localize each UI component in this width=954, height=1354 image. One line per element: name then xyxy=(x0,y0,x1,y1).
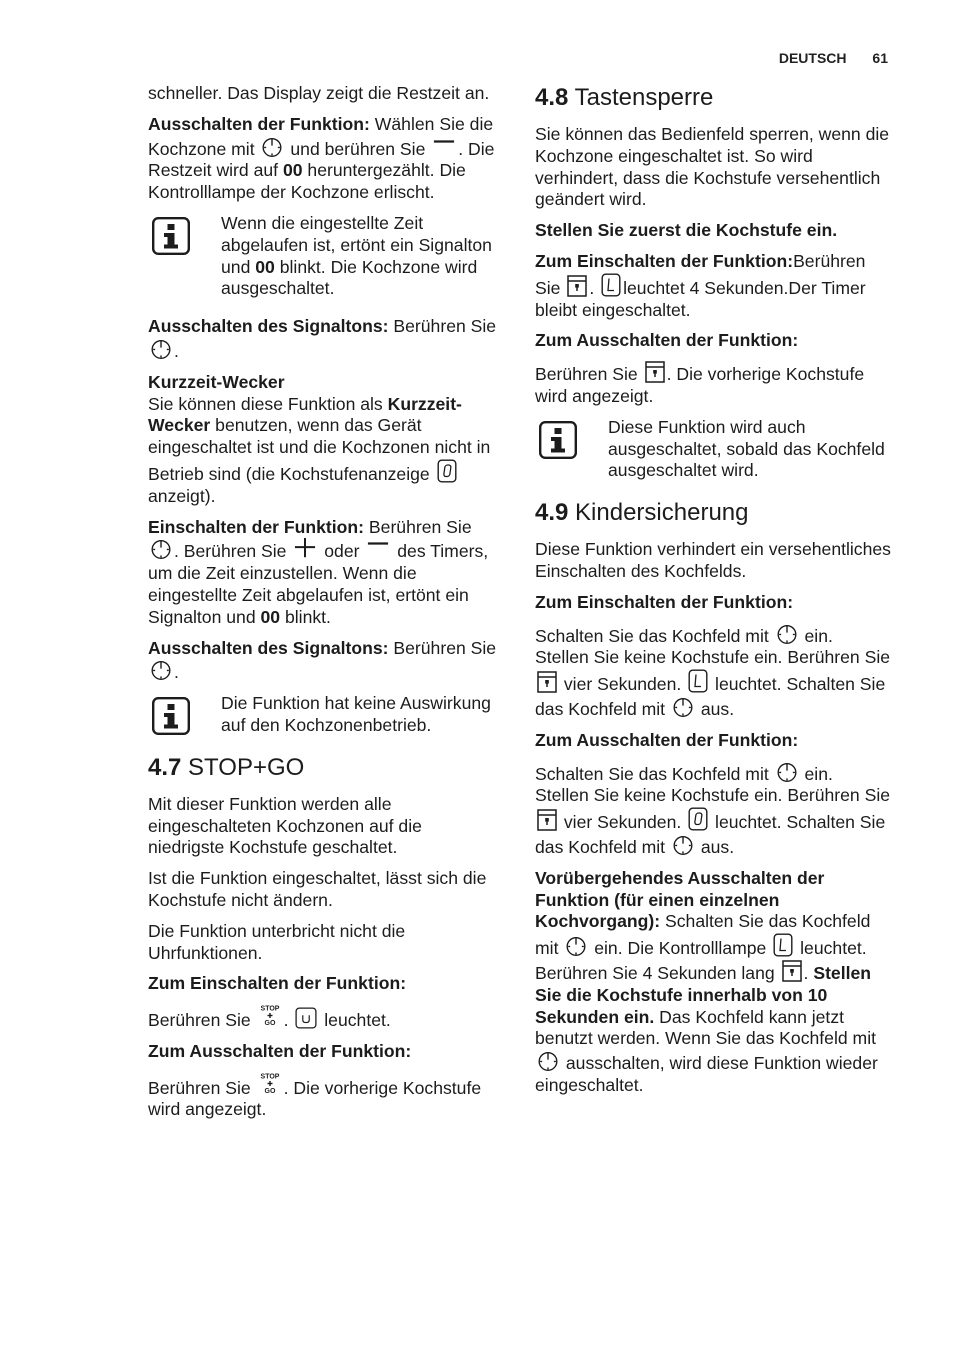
timer-icon xyxy=(261,136,283,158)
power-icon xyxy=(565,935,587,957)
section-heading-4-9: 4.9 Kindersicherung xyxy=(535,499,749,527)
paragraph-tastensperre-off: Berühren Sie . Die vorherige Kochstufe wird angezeigt. xyxy=(535,361,891,408)
paragraph-stopgo-off: Berühren Sie . Die vorherige Kochstufe wird angezeigt. xyxy=(148,1072,500,1122)
paragraph-stopgo-1: Mit dieser Funktion werden alle eingeschalteten Kochzonen auf die niedrigste Kochstufe geschaltet. xyxy=(148,793,422,858)
lock-icon xyxy=(537,809,557,831)
digit-zero-display-icon xyxy=(688,807,708,831)
minus-icon xyxy=(366,538,390,560)
paragraph-kindersicherung-temp: Vorübergehendes Ausschalten der Funktion (für einen einzelnen Kochvorgang): Schalten Sie das Kochfeld mit ein. Die Kontrolllampe leuchtet. Berühren Sie 4 Sekunden lang . Stellen Sie die Kochstufe innerhalb von 10 Sekunden ein. Das Kochfeld kann jetzt benutzt werden. Wenn Sie das Kochfeld mit ausschalten, wird diese Funktion wieder eingeschaltet. xyxy=(535,867,878,1095)
digit-l-display-icon xyxy=(601,273,621,297)
timer-icon xyxy=(150,659,172,681)
paragraph-stopgo-on: Berühren Sie . leuchtet. xyxy=(148,1004,500,1032)
digit-u-display-icon xyxy=(295,1007,317,1029)
paragraph-restzeit: schneller. Das Display zeigt die Restzeit an. xyxy=(148,83,490,103)
paragraph-kindersicherung: Diese Funktion verhindert ein versehentliches Einschalten des Kochfelds. xyxy=(535,539,891,581)
heading-stopgo-on: Zum Einschalten der Funktion: xyxy=(148,973,407,994)
stop-go-icon xyxy=(258,1004,282,1028)
paragraph-tastensperre-on: Zum Einschalten der Funktion:Berühren Sie . leuchtet 4 Sekunden.Der Timer bleibt eingeschaltet. xyxy=(535,250,866,320)
stop-go-icon xyxy=(258,1072,282,1096)
lock-icon xyxy=(645,361,665,383)
paragraph-kindersicherung-on: Schalten Sie das Kochfeld mit ein. Stellen Sie keine Kochstufe ein. Berühren Sie vier Sekunden. leuchtet. Schalten Sie das Kochfeld mit aus. xyxy=(535,623,891,721)
paragraph-tastensperre: Sie können das Bedienfeld sperren, wenn die Kochzone eingeschaltet ist. So wird verhindert, dass die Kochstufe versehentlich geändert wird. xyxy=(535,124,890,210)
power-icon xyxy=(776,761,798,783)
plus-icon xyxy=(293,538,317,560)
lock-icon xyxy=(567,275,587,297)
info-icon xyxy=(539,421,577,459)
power-icon xyxy=(776,623,798,645)
power-icon xyxy=(672,696,694,718)
left-column xyxy=(148,83,500,1130)
digit-zero-display-icon xyxy=(437,459,457,483)
digit-l-display-icon xyxy=(688,669,708,693)
language-label: DEUTSCH xyxy=(778,50,847,66)
minus-icon xyxy=(432,136,456,158)
power-icon xyxy=(537,1050,559,1072)
page-header xyxy=(779,50,888,66)
heading-stopgo-off: Zum Ausschalten der Funktion: xyxy=(148,1040,412,1061)
section-heading-4-7: 4.7 STOP+GO xyxy=(148,753,305,781)
info-box-restzeit: Wenn die eingestellte Zeit abgelaufen ist, ertönt ein Signalton und 00 blinkt. Die Kochzone wird ausgeschaltet. xyxy=(148,213,500,300)
page-number: 61 xyxy=(872,50,888,66)
paragraph-stopgo-3: Die Funktion unterbricht nicht die Uhrfunktionen. xyxy=(148,920,406,963)
paragraph-kurzzeit-wecker: Kurzzeit-Wecker Sie können diese Funktion als Kurzzeit-Wecker benutzen, wenn das Gerät eingeschaltet ist und die Kochzonen nicht in Betrieb sind (die Kochstufenanzeige anzeigt). xyxy=(148,371,491,506)
power-icon xyxy=(672,834,694,856)
paragraph-stopgo-2: Ist die Funktion eingeschaltet, lässt sich die Kochstufe nicht ändern. xyxy=(148,868,487,910)
lock-icon xyxy=(537,671,557,693)
timer-icon xyxy=(150,538,172,560)
paragraph-signalton-2: Ausschalten des Signaltons: Berühren Sie . xyxy=(148,637,497,683)
lock-icon xyxy=(782,960,802,982)
info-icon xyxy=(152,697,190,735)
section-heading-4-8: 4.8 Tastensperre xyxy=(535,84,714,111)
info-box-kochzonenbetrieb: Die Funktion hat keine Auswirkung auf den Kochzonenbetrieb. xyxy=(148,693,500,737)
heading-kurzzeit-wecker: Kurzzeit-Wecker xyxy=(148,371,285,392)
paragraph-signalton-1: Ausschalten des Signaltons: Berühren Sie . xyxy=(148,316,497,361)
heading-kindersicherung-off: Zum Ausschalten der Funktion: xyxy=(535,729,799,750)
info-box-tastensperre: Diese Funktion wird auch ausgeschaltet, sobald das Kochfeld ausgeschaltet wird. xyxy=(535,417,891,482)
timer-icon xyxy=(150,338,172,360)
info-icon xyxy=(152,217,190,255)
digit-l-display-icon xyxy=(773,933,793,957)
heading-kindersicherung-on: Zum Einschalten der Funktion: xyxy=(535,591,794,612)
heading-kochstufe-zuerst: Stellen Sie zuerst die Kochstufe ein. xyxy=(535,220,838,241)
heading-tastensperre-off: Zum Ausschalten der Funktion: xyxy=(535,330,799,351)
paragraph-einschalten-funktion: Einschalten der Funktion: Berühren Sie . Berühren Sie oder des Timers, um die Zeit einzustellen. Wenn die eingestellte Zeit abgelaufen ist, ertönt ein Signalton und 00 blinkt. xyxy=(148,516,489,627)
paragraph-kindersicherung-off: Schalten Sie das Kochfeld mit ein. Stellen Sie keine Kochstufe ein. Berühren Sie vier Sekunden. leuchtet. Schalten Sie das Kochfeld mit aus. xyxy=(535,761,891,859)
right-column xyxy=(535,83,891,1106)
paragraph-ausschalten-funktion: Ausschalten der Funktion: Wählen Sie die Kochzone mit und berühren Sie . Die Restzeit wird auf 00 heruntergezählt. Die Kontrolllampe der Kochzone erlischt. xyxy=(148,113,495,203)
